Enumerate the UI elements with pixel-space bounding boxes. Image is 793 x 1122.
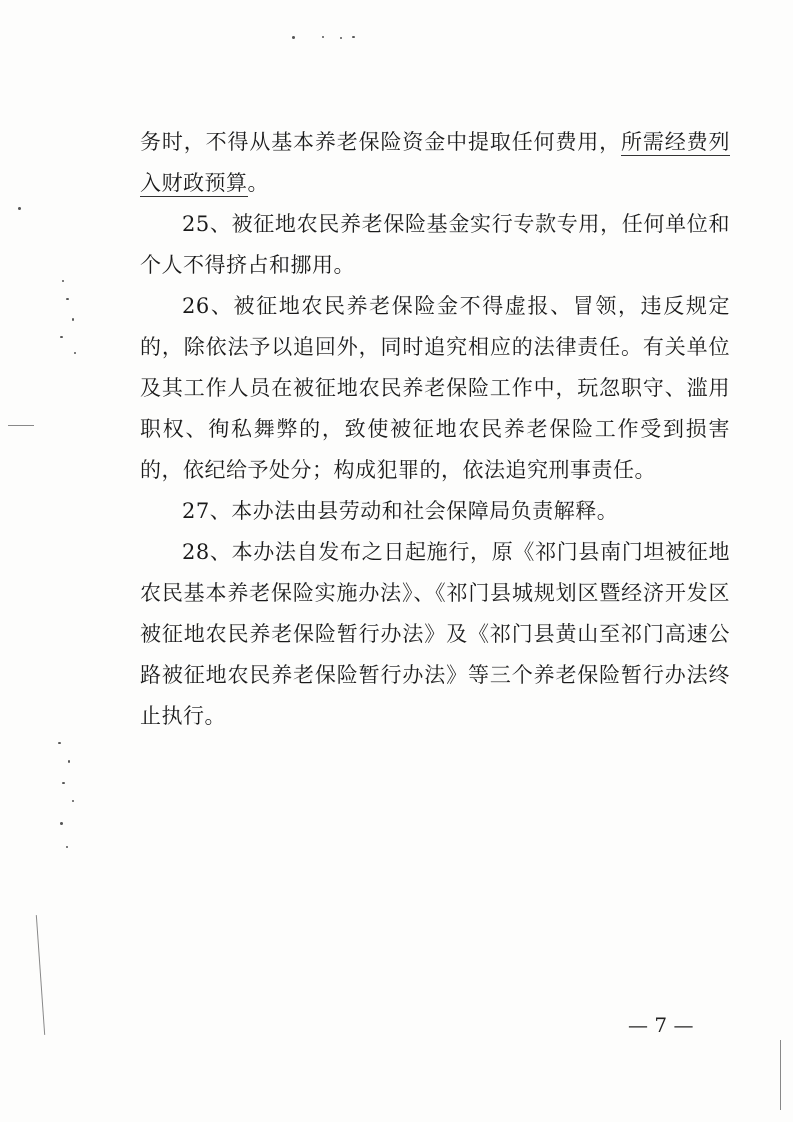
- scan-speck: [62, 280, 64, 282]
- scan-speck: [72, 318, 74, 321]
- paragraph-continuation: [140, 122, 730, 204]
- scan-speck: [58, 742, 61, 744]
- paragraph-25: 25、被征地农民养老保险基金实行专款专用，任何单位和个人不得挤占和挪用。: [140, 212, 730, 277]
- scan-mark: [8, 425, 34, 426]
- scan-speck: [18, 207, 21, 210]
- paragraph-text: 。: [247, 171, 269, 195]
- scan-mark: [780, 1040, 781, 1110]
- scan-speck: [72, 800, 74, 802]
- scan-speck: [74, 352, 76, 354]
- paragraph-26: 26、被征地农民养老保险金不得虚报、冒领，违反规定的，除依法予以追回外，同时追究相应的法律责任。有关单位及其工作人员在被征地农民养老保险工作中，玩忽职守、滥用职权、徇私舞弊的，致使被征地农民养老保险工作受到损害的，依纪给予处分；构成犯罪的，依法追究刑事责任。: [140, 294, 730, 482]
- scan-speck: [340, 37, 342, 39]
- scan-speck: [68, 760, 70, 763]
- paragraph-27: 27、本办法由县劳动和社会保障局负责解释。: [182, 499, 619, 523]
- underlined-text: 所需经费列入财政预算: [140, 130, 731, 195]
- scan-speck: [62, 782, 65, 784]
- page-number: — 7 —: [628, 1013, 694, 1037]
- scan-speck: [66, 298, 69, 300]
- scan-speck: [60, 336, 63, 338]
- scan-mark: [36, 915, 45, 1035]
- paragraph-28: 28、本办法自发布之日起施行，原《祁门县南门坦被征地农民基本养老保险实施办法》、《祁门县城规划区暨经济开发区被征地农民养老保险暂行办法》及《祁门县黄山至祁门高速公路被征地农民养老保险暂行办法》等三个养老保险暂行办法终止执行。: [140, 540, 730, 728]
- body-text: [140, 122, 730, 737]
- paragraph-text: 务时，不得从基本养老保险资金中提取任何费用，: [140, 130, 622, 154]
- scan-speck: [322, 36, 324, 38]
- scan-speck: [292, 36, 295, 39]
- scan-speck: [66, 846, 68, 848]
- scan-speck: [352, 36, 355, 38]
- scan-speck: [60, 822, 63, 825]
